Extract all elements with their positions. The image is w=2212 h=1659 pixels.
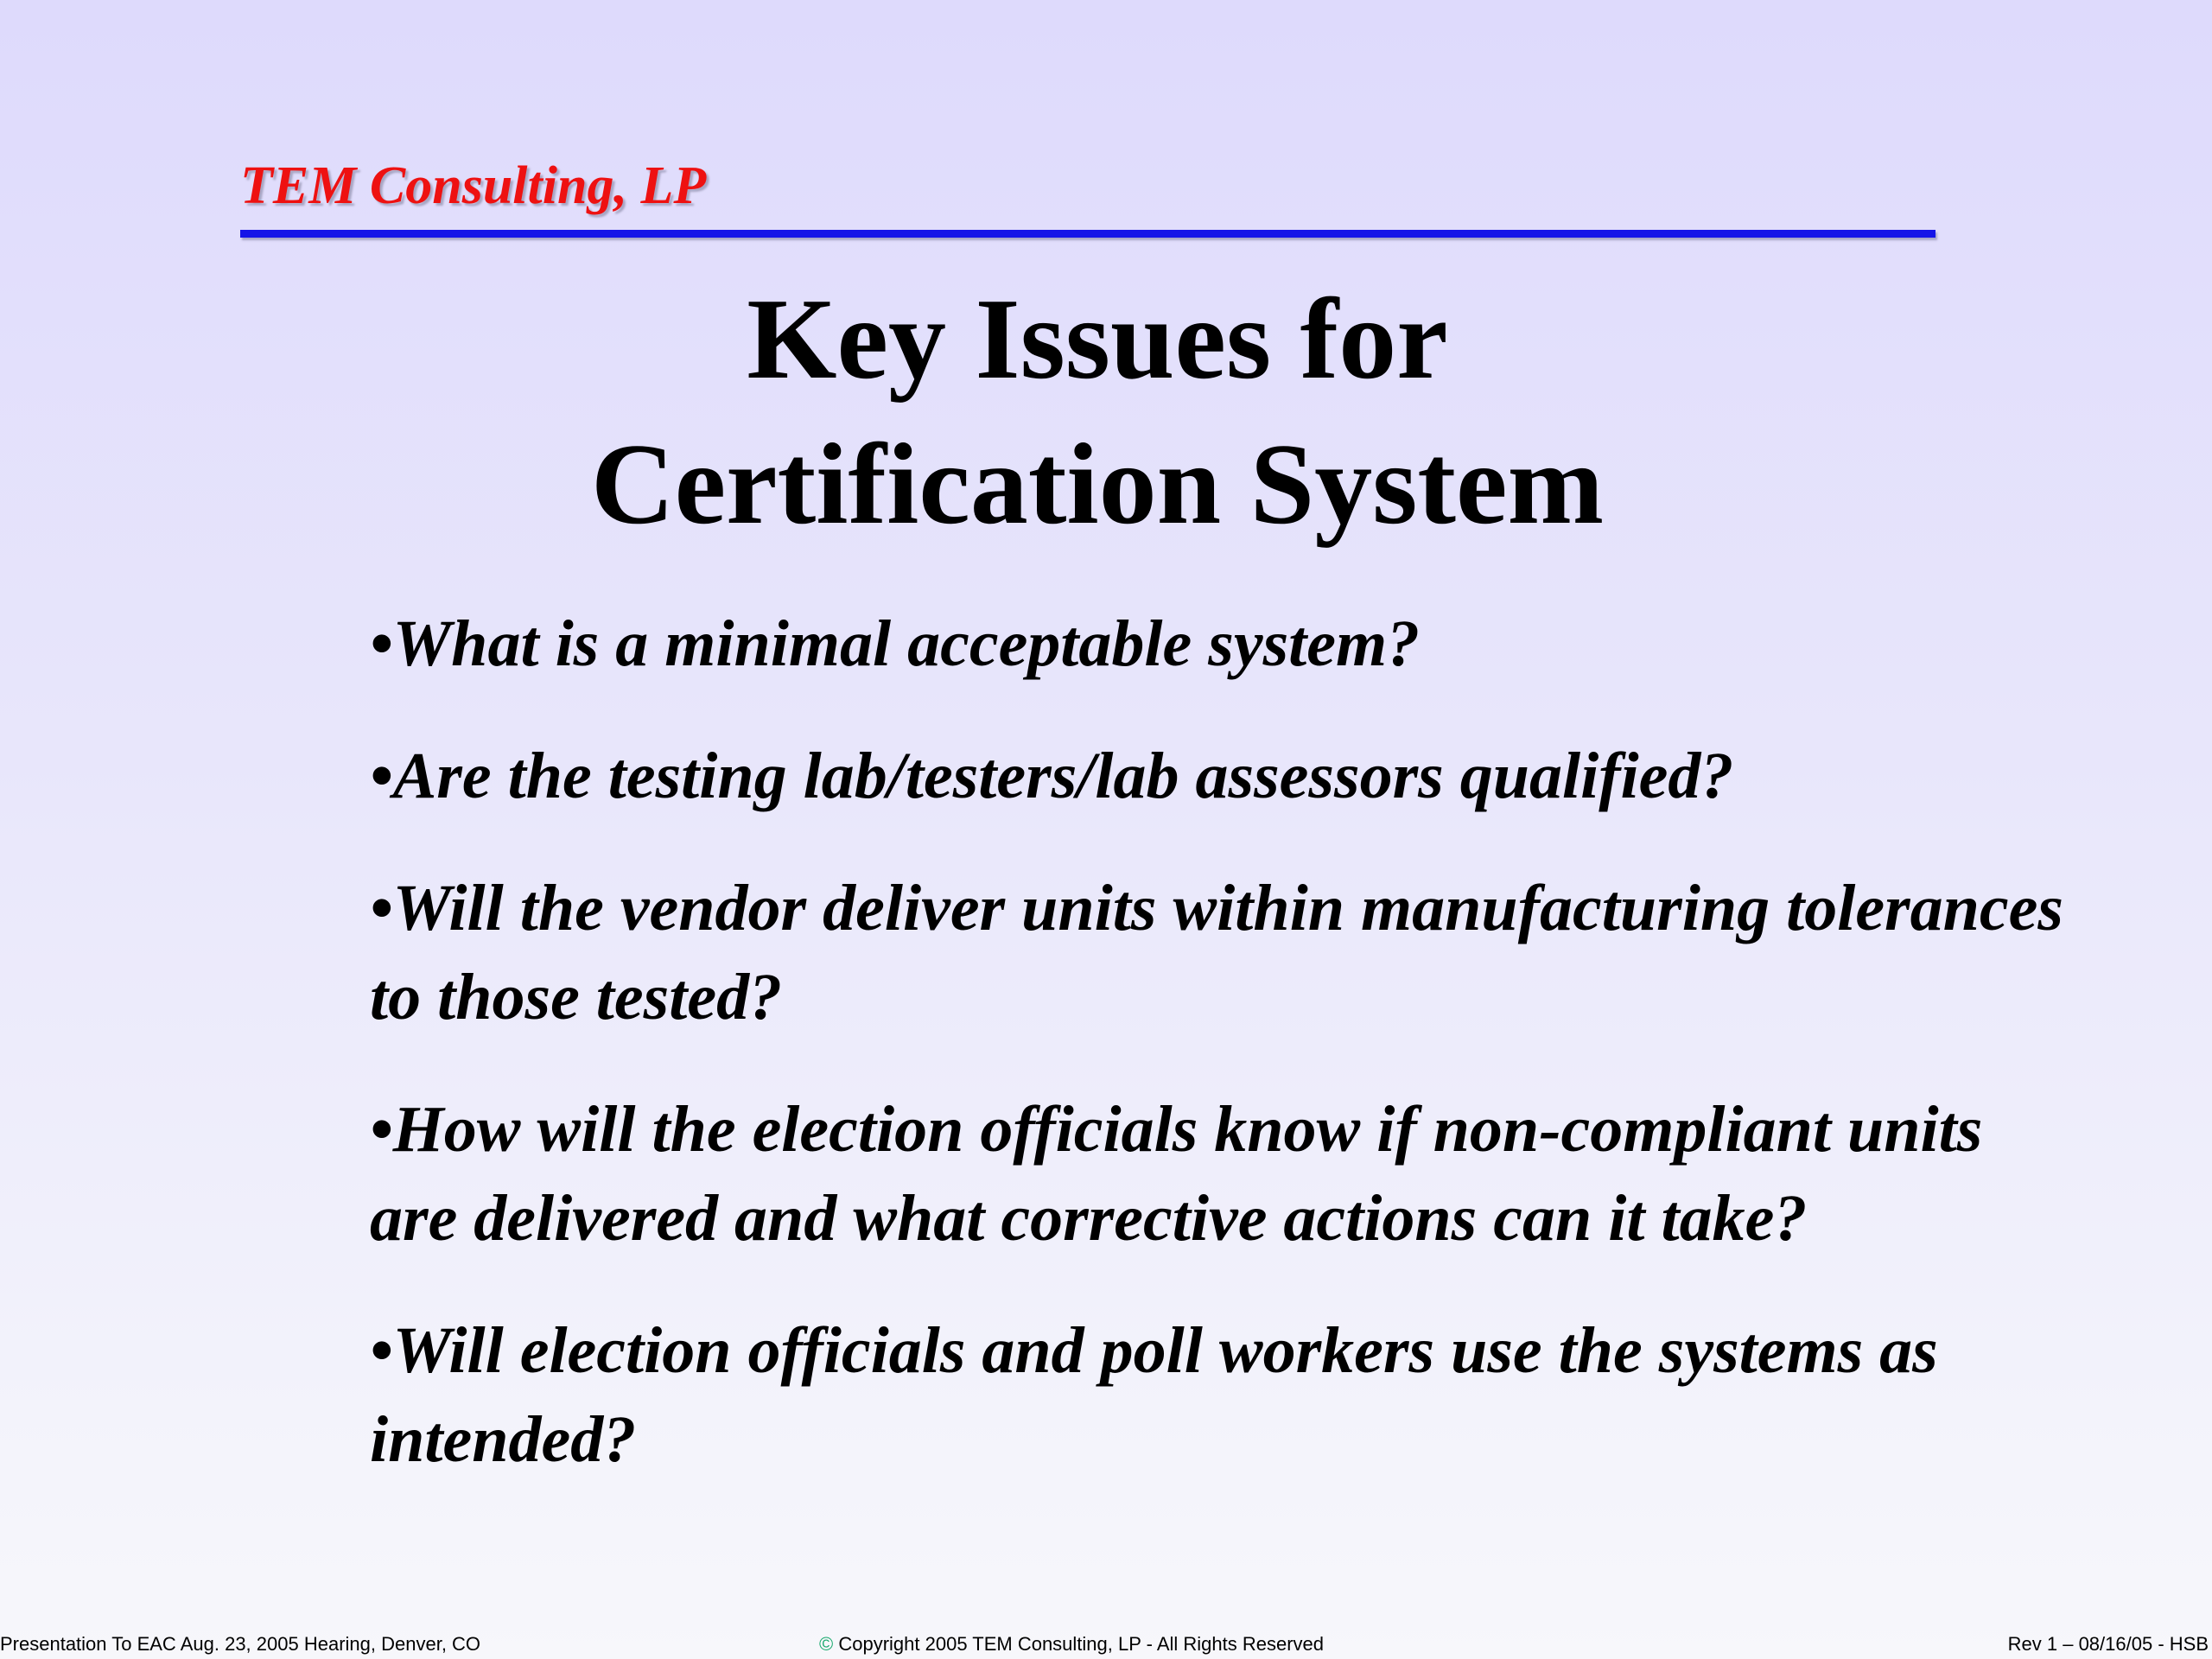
slide-title [0,266,2195,556]
bullet-list [370,600,2063,1528]
footer-copyright [819,1630,1324,1659]
header-rule [240,230,1936,238]
slide-title-line-1: Key Issues for [747,275,1448,403]
bullet-item: •Will election officials and poll workers use the systems as intended? [370,1314,1938,1476]
footer-presentation-info: Presentation To EAC Aug. 23, 2005 Hearing, Denver, CO [0,1633,481,1655]
bullet-item: •Are the testing lab/testers/lab assessors qualified? [370,740,1734,812]
footer-copyright-text: Copyright 2005 TEM Consulting, LP - All Rights Reserved [838,1633,1325,1655]
slide-footer [0,1630,2212,1659]
copyright-icon: © [819,1633,834,1655]
footer-revision: Rev 1 – 08/16/05 - HSB [2007,1633,2209,1655]
bullet-item: •Will the vendor deliver units within manufacturing tolerances to those tested? [370,872,2063,1033]
bullet-item: •What is a minimal acceptable system? [370,607,1421,680]
company-name: TEM Consulting, LP [240,156,707,215]
bullet-item: •How will the election officials know if non-compliant units are delivered and what corrective actions can it take? [370,1093,1983,1255]
slide-title-line-2: Certification System [590,420,1605,548]
